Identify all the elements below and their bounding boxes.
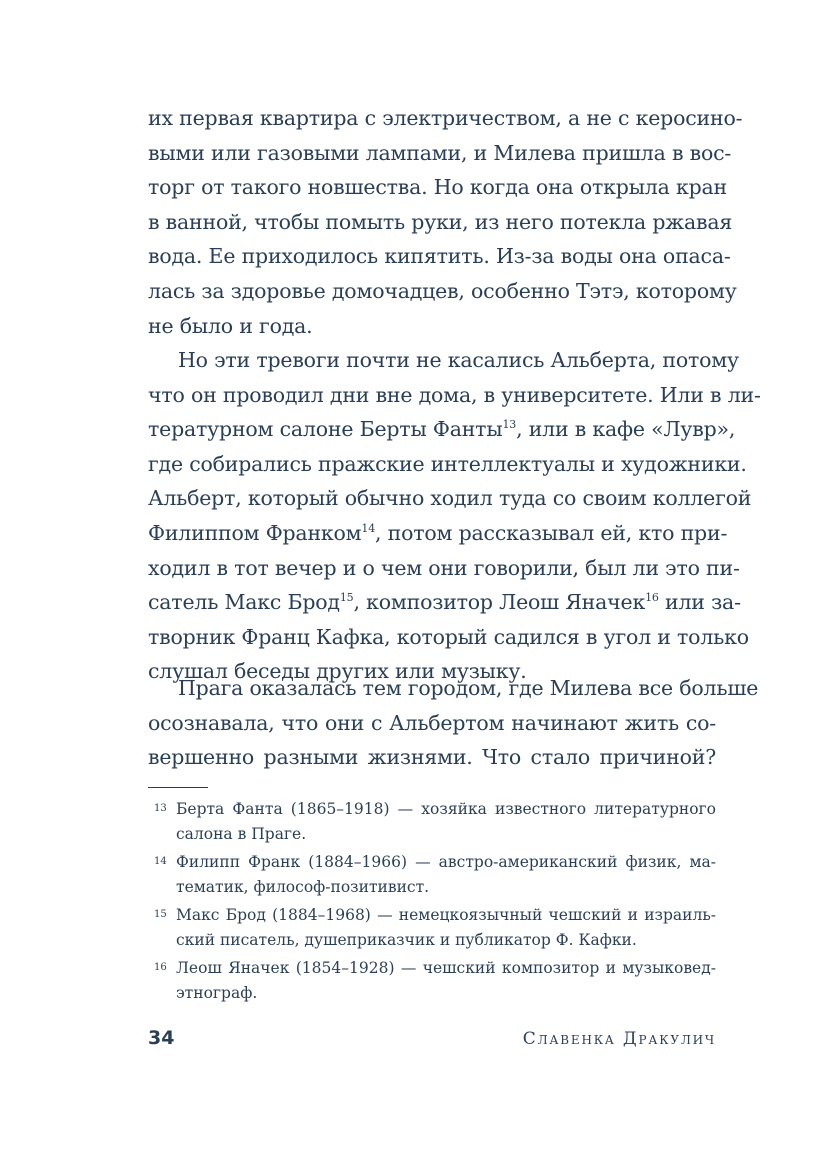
text-run: , или в кафе «Лувр»,: [516, 417, 736, 442]
footnote-line: Филипп Франк (1884–1966) — австро-американский физик, ма-: [176, 853, 716, 871]
footnote-line: салона в Праге.: [176, 824, 307, 843]
paragraph-2: [148, 343, 761, 689]
running-head-author: Славенка Дракулич: [522, 1029, 716, 1049]
text-line: [148, 585, 741, 620]
footnote-line: ский писатель, душеприказчик и публикатор Ф. Кафки.: [176, 930, 637, 949]
paragraph-3: [148, 671, 759, 775]
footnote-line: Леош Яначек (1854–1928) — чешский композитор и музыковед-: [176, 959, 716, 977]
text-line: не было и года.: [148, 313, 313, 338]
text-line: их первая квартира с электричеством, а не с керосино-: [148, 106, 743, 130]
text-line: что он проводил дни вне дома, в университете. Или в ли-: [148, 382, 761, 407]
text-line: вершенно разными жизнями. Что стало причиной?: [148, 745, 716, 770]
footnotes: [148, 797, 716, 1009]
text-run: или за-: [658, 590, 741, 615]
text-run: сатель Макс Брод: [148, 590, 340, 615]
text-line: в ванной, чтобы помыть руки, из него потекла ржавая: [148, 209, 733, 234]
text-line: осознавала, что они с Альбертом начинают жить со-: [148, 710, 716, 735]
paragraph-1: [148, 101, 743, 343]
text-run: Филиппом Франком: [148, 520, 362, 545]
text-line: [148, 412, 736, 447]
footnote-number: 16: [154, 962, 167, 973]
text-line: торг от такого новшества. Но когда она открыла кран: [148, 175, 727, 200]
footnote-14: [148, 850, 716, 899]
text-line: слушал беседы других или музыку.: [148, 659, 527, 684]
footnote-ref-14[interactable]: 14: [361, 521, 376, 535]
text-run: , композитор Леош Яначек: [353, 590, 646, 615]
text-run: , потом рассказывал ей, кто при-: [375, 520, 728, 545]
text-line: лась за здоровье домочадцев, особенно Тэтэ, которому: [148, 278, 737, 303]
footnote-number: 13: [154, 803, 167, 814]
footnote-number: 15: [154, 909, 167, 920]
text-line: выми или газовыми лампами, и Милева пришла в вос-: [148, 140, 732, 165]
text-line: Но эти тревоги почти не касались Альберта, потому: [178, 348, 739, 372]
text-line: Альберт, который обычно ходил туда со своим коллегой: [148, 486, 752, 511]
footnote-ref-13[interactable]: 13: [502, 418, 517, 432]
text-line: ходил в тот вечер и о чем они говорили, был ли это пи-: [148, 555, 740, 580]
footnote-ref-16[interactable]: 16: [645, 591, 659, 605]
footnote-13: [148, 797, 716, 846]
footnote-line: Макс Брод (1884–1968) — немецкоязычный чешский и израиль-: [176, 906, 716, 924]
footnote-ref-15[interactable]: 15: [339, 591, 354, 605]
footnote-line: Берта Фанта (1865–1918) — хозяйка известного литературного: [176, 800, 716, 818]
page-number: 34: [148, 1027, 175, 1049]
footnote-number: 14: [154, 856, 167, 867]
text-line: [148, 516, 728, 551]
footnote-line: тематик, философ-позитивист.: [176, 877, 430, 896]
text-line: вода. Ее приходилось кипятить. Из-за воды она опаса-: [148, 244, 731, 269]
text-run: тературном салоне Берты Фанты: [148, 417, 503, 442]
footnote-15: [148, 903, 716, 952]
text-line: Прага оказалась тем городом, где Милева все больше: [178, 676, 759, 700]
text-line: творник Франц Кафка, который садился в угол и только: [148, 624, 749, 649]
footnote-separator: [148, 787, 208, 788]
footnote-line: этнограф.: [176, 983, 258, 1002]
text-line: где собирались пражские интеллектуалы и художники.: [148, 451, 747, 476]
footnote-16: [148, 956, 716, 1005]
